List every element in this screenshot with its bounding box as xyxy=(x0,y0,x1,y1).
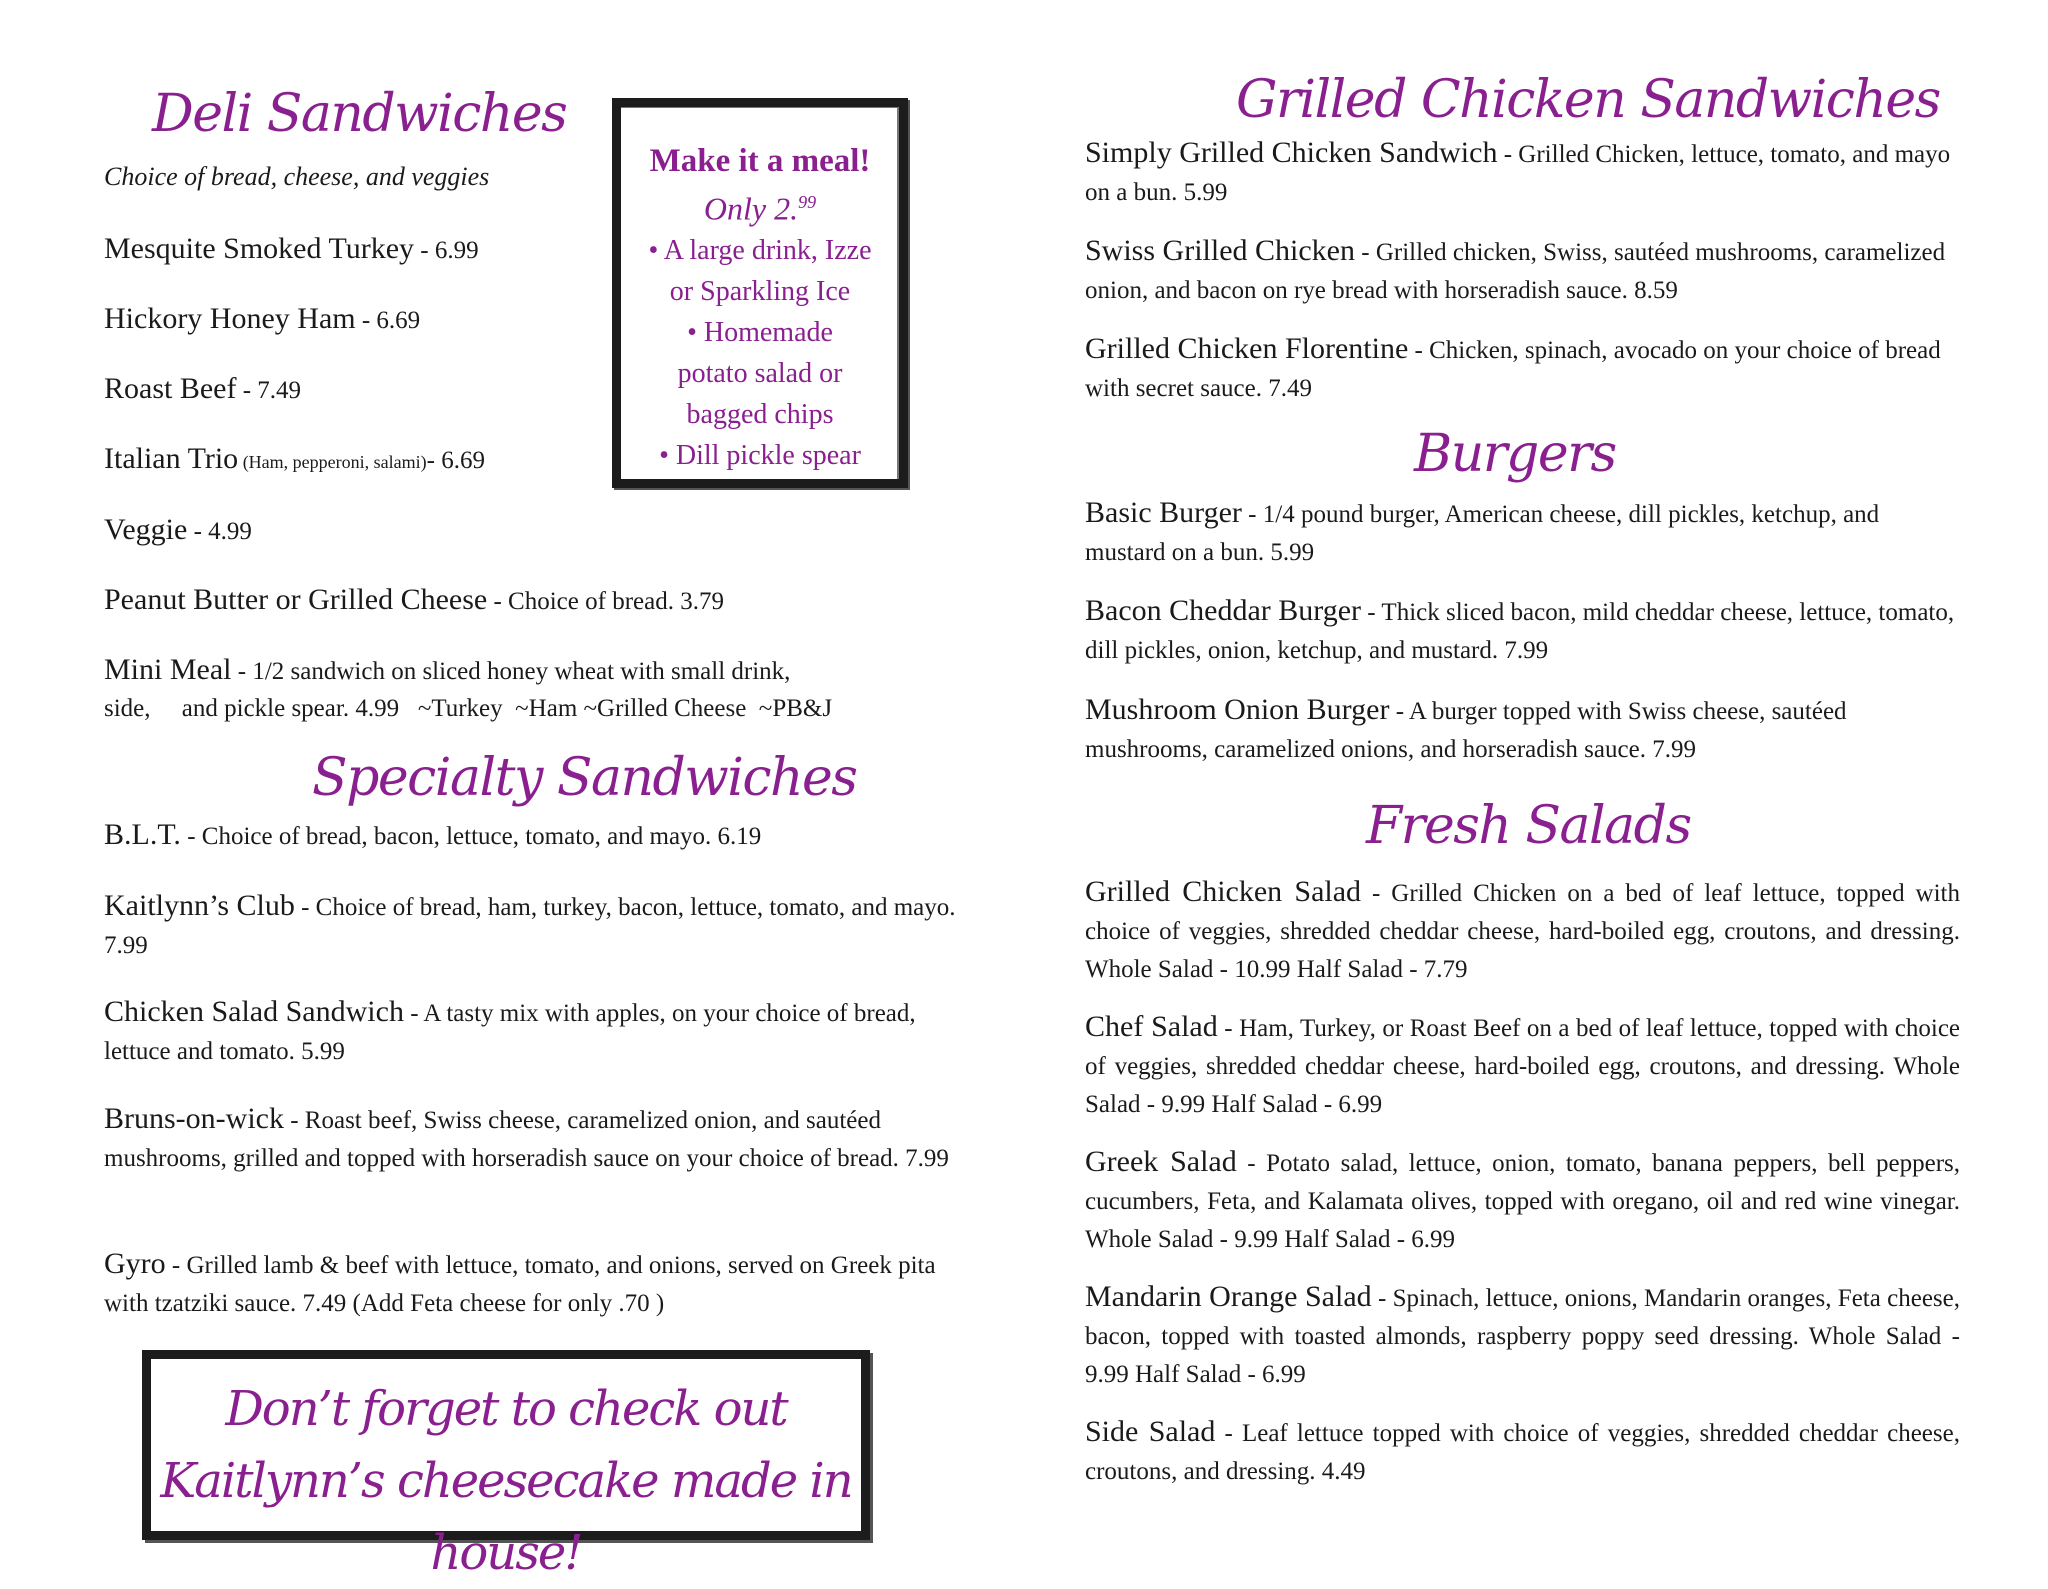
cheesecake-promo-box xyxy=(142,1350,870,1581)
menu-item xyxy=(1085,1413,1960,1491)
menu-item xyxy=(1085,1008,1960,1124)
item-name: Italian Trio xyxy=(104,442,239,475)
item-price: - Choice of bread. 3.79 xyxy=(487,588,724,615)
menu-item xyxy=(1085,330,1965,408)
item-desc: - Ham, Turkey, or Roast Beef on a bed of leaf lettuce, topped with choice of veggies, shredded cheddar cheese, hard-boiled egg, croutons, and dressing. Whole Salad - 9.99 Half Salad - 6.99 xyxy=(1085,1015,1961,1118)
item-name: Chicken Salad Sandwich xyxy=(104,995,404,1028)
item-desc: - A tasty mix with apples, on your choice of bread, lettuce and tomato. 5.99 xyxy=(104,1000,916,1065)
item-price: - 4.99 xyxy=(187,518,252,545)
item-desc: - A burger topped with Swiss cheese, sautéed mushrooms, caramelized onions, and horseradish sauce. 7.99 xyxy=(1085,698,1847,763)
menu-item xyxy=(104,993,964,1071)
menu-item xyxy=(1085,232,1965,310)
deli-item xyxy=(104,230,479,270)
promo-line: Kaitlynn’s cheesecake made in house! xyxy=(160,1453,852,1581)
item-name: Swiss Grilled Chicken xyxy=(1085,234,1355,267)
item-name: Mini Meal xyxy=(104,653,232,686)
item-desc: - Choice of bread, bacon, lettuce, tomato, and mayo. 6.19 xyxy=(180,823,762,850)
meal-deal-line: potato salad or xyxy=(677,357,843,389)
deli-heading: Deli Sandwiches xyxy=(152,84,567,144)
deli-item xyxy=(104,440,485,481)
item-name: Kaitlynn’s Club xyxy=(104,889,295,922)
meal-deal-box xyxy=(612,98,908,488)
menu-item xyxy=(1085,494,1965,572)
mini-meal-options: side, and pickle spear. 4.99 ~Turkey ~Ham ~Grilled Cheese ~PB&J xyxy=(104,695,833,722)
item-name: Mandarin Orange Salad xyxy=(1085,1280,1372,1313)
menu-item xyxy=(1085,873,1960,989)
item-desc: - Potato salad, lettuce, onion, tomato, banana peppers, bell peppers, cucumbers, Feta, and Kalamata olives, topped with oregano, oil and red wine vinegar. Whole Salad - 9.99 Half Salad - 6.99 xyxy=(1085,1150,1961,1253)
item-name: Bruns-on-wick xyxy=(104,1102,284,1135)
item-price: - 6.99 xyxy=(414,237,479,264)
item-name: Mushroom Onion Burger xyxy=(1085,693,1390,726)
meal-deal-title: Make it a meal! xyxy=(649,143,871,179)
item-name: Grilled Chicken Salad xyxy=(1085,875,1362,908)
specialty-heading: Specialty Sandwiches xyxy=(312,748,857,808)
item-desc: - Grilled lamb & beef with lettuce, tomato, and onions, served on Greek pita with tzatziki sauce. 7.49 (Add Feta cheese for only .70 ) xyxy=(104,1252,936,1317)
meal-deal-line: • Dill pickle spear xyxy=(659,439,861,471)
item-name: Hickory Honey Ham xyxy=(104,302,356,335)
item-desc: - Grilled Chicken on a bed of leaf lettuce, topped with choice of veggies, shredded cheddar cheese, hard-boiled egg, croutons, and dressing. Whole Salad - 10.99 Half Salad - 7.79 xyxy=(1085,880,1960,983)
item-name: B.L.T. xyxy=(104,818,181,851)
item-name: Grilled Chicken Florentine xyxy=(1085,332,1409,365)
menu-item xyxy=(1085,1143,1960,1259)
menu-item xyxy=(104,1245,964,1323)
menu-item xyxy=(1085,691,1965,769)
item-name: Chef Salad xyxy=(1085,1010,1218,1043)
item-price: - 6.69 xyxy=(426,447,485,474)
item-name: Bacon Cheddar Burger xyxy=(1085,594,1362,627)
item-desc: - Leaf lettuce topped with choice of veggies, shredded cheddar cheese, croutons, and dressing. 4.49 xyxy=(1085,1420,1960,1485)
meal-deal-line: or Sparkling Ice xyxy=(669,275,851,307)
item-name: Greek Salad xyxy=(1085,1145,1237,1178)
item-name: Side Salad xyxy=(1085,1415,1216,1448)
deli-item xyxy=(104,511,252,551)
item-name: Basic Burger xyxy=(1085,496,1242,529)
promo-line: Don’t forget to check out xyxy=(225,1381,787,1437)
item-price: - 7.49 xyxy=(236,377,302,404)
menu-item xyxy=(1085,134,1965,212)
item-desc: - 1/2 sandwich on sliced honey wheat with small drink, xyxy=(231,658,791,685)
item-desc: - 1/4 pound burger, American cheese, dill pickles, ketchup, and mustard on a bun. 5.99 xyxy=(1085,501,1880,566)
menu-item xyxy=(1085,592,1965,670)
item-name: Simply Grilled Chicken Sandwich xyxy=(1085,136,1498,169)
item-desc: - Choice of bread, ham, turkey, bacon, lettuce, tomato, and mayo. 7.99 xyxy=(104,894,956,959)
item-name: Gyro xyxy=(104,1247,166,1280)
menu-item xyxy=(1085,1278,1960,1394)
menu-item xyxy=(104,1100,964,1178)
item-name: Mesquite Smoked Turkey xyxy=(104,232,415,265)
item-name: Roast Beef xyxy=(104,372,237,405)
deli-item xyxy=(104,370,301,410)
burgers-heading: Burgers xyxy=(1414,424,1616,484)
item-price: - 6.69 xyxy=(355,307,421,334)
item-desc: - Grilled chicken, Swiss, sautéed mushrooms, caramelized onion, and bacon on rye bread with horseradish sauce. 8.59 xyxy=(1085,239,1946,304)
menu-item xyxy=(104,887,964,965)
item-desc: - Thick sliced bacon, mild cheddar cheese, lettuce, tomato, dill pickles, onion, ketchup, and mustard. 7.99 xyxy=(1085,599,1955,664)
meal-deal-line: bagged chips xyxy=(686,398,834,430)
item-name: Veggie xyxy=(104,513,188,546)
deli-item xyxy=(104,581,724,621)
salads-heading: Fresh Salads xyxy=(1366,796,1691,856)
meal-deal-price: Only 2.99 xyxy=(703,190,817,227)
mini-meal xyxy=(104,651,790,691)
item-desc: - Spinach, lettuce, onions, Mandarin oranges, Feta cheese, bacon, topped with toasted almonds, raspberry poppy seed dressing. Whole Salad - 9.99 Half Salad - 6.99 xyxy=(1085,1285,1960,1388)
grilled-chicken-heading: Grilled Chicken Sandwiches xyxy=(1236,70,1940,130)
item-desc: - Grilled Chicken, lettuce, tomato, and mayo on a bun. 5.99 xyxy=(1085,141,1951,206)
item-desc: - Roast beef, Swiss cheese, caramelized onion, and sautéed mushrooms, grilled and topped with horseradish sauce on your choice of bread. 7.99 xyxy=(104,1107,949,1172)
deli-subtitle: Choice of bread, cheese, and veggies xyxy=(104,162,490,191)
meal-deal-line: • Homemade xyxy=(687,316,833,348)
item-note: (Ham, pepperoni, salami) xyxy=(238,452,427,472)
meal-deal-line: • A large drink, Izze xyxy=(648,234,872,266)
item-name: Peanut Butter or Grilled Cheese xyxy=(104,583,488,616)
menu-item xyxy=(104,816,964,856)
item-desc: - Chicken, spinach, avocado on your choice of bread with secret sauce. 7.49 xyxy=(1085,337,1941,402)
deli-item xyxy=(104,300,420,340)
